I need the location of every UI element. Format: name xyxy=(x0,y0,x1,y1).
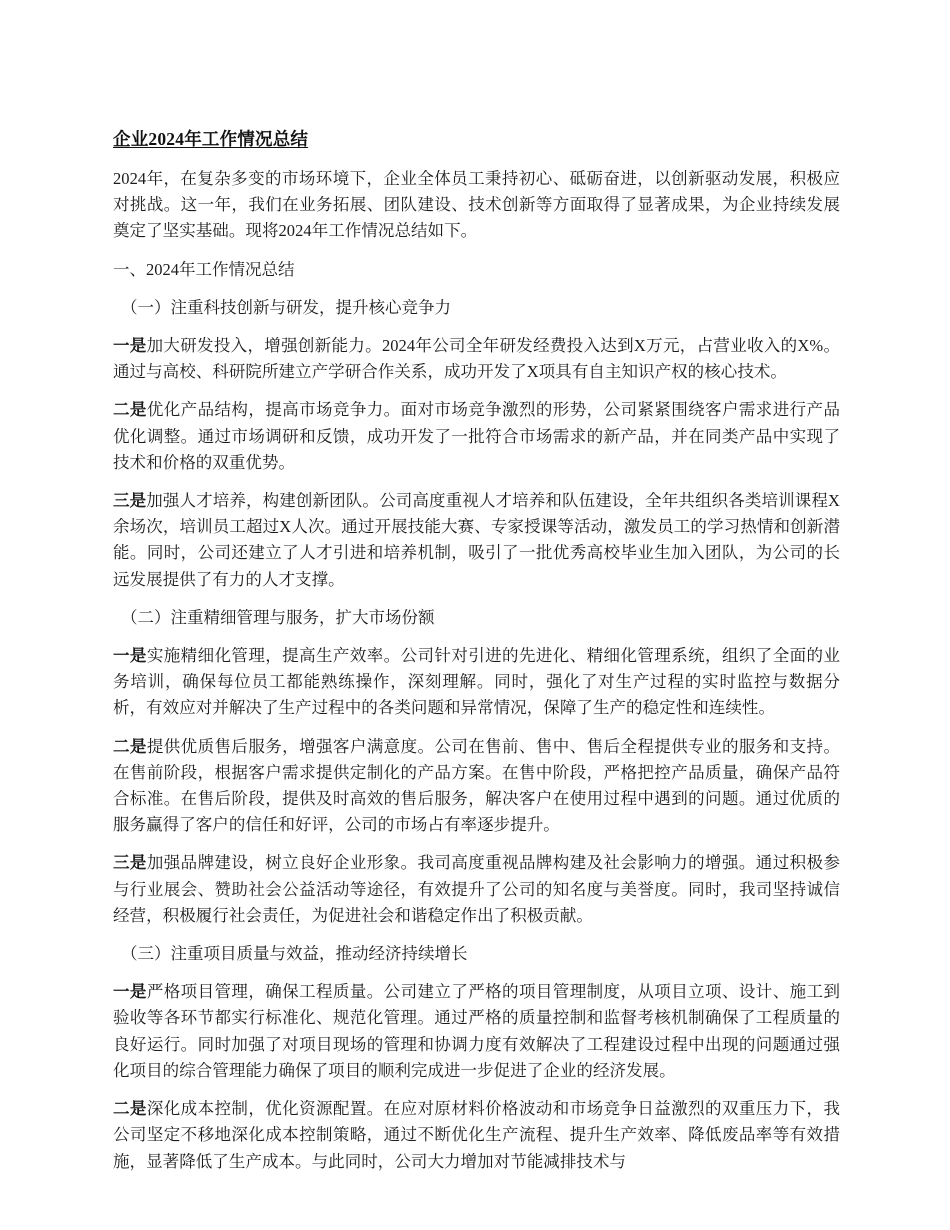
section-heading-1: 一、2024年工作情况总结 xyxy=(113,259,295,279)
document-body xyxy=(113,166,840,1175)
paragraph-lead: 二是 xyxy=(113,736,147,756)
paragraph-text: 提供优质售后服务，增强客户满意度。公司在售前、售中、售后全程提供专业的服务和支持。在售前阶段，根据客户需求提供定制化的产品方案。在售中阶段，严格把控产品质量，确保产品符合标准。在售后阶段，提供及时高效的售后服务，解决客户在使用过程中遇到的问题。通过优质的服务赢得了客户的信任和好评，公司的市场占有率逐步提升。 xyxy=(113,736,840,835)
point-paragraph-1-3 xyxy=(113,488,840,593)
subsection-heading-1: （一）注重科技创新与研发，提升核心竞争力 xyxy=(121,297,451,317)
paragraph-text: 加强品牌建设，树立良好企业形象。我司高度重视品牌构建及社会影响力的增强。通过积极参与行业展会、赞助社会公益活动等途径，有效提升了公司的知名度与美誉度。同时，我司坚持诚信经营，积极履行社会责任，为促进社会和谐稳定作出了积极贡献。 xyxy=(113,853,840,925)
paragraph-lead: 一是 xyxy=(113,646,147,666)
point-paragraph-3-1 xyxy=(113,979,840,1084)
paragraph-text: 实施精细化管理，提高生产效率。公司针对引进的先进化、精细化管理系统，组织了全面的业务培训，确保每位员工都能熟练操作，深刻理解。同时，强化了对生产过程的实时监控与数据分析，有效应对并解决了生产过程中的各类问题和异常情况，保障了生产的稳定性和连续性。 xyxy=(113,646,840,718)
point-paragraph-1-1 xyxy=(113,333,840,385)
subsection-heading-3: （三）注重项目质量与效益，推动经济持续增长 xyxy=(121,944,468,964)
paragraph-text: 深化成本控制，优化资源配置。在应对原材料价格波动和市场竞争日益激烈的双重压力下，我公司坚定不移地深化成本控制策略，通过不断优化生产流程、提升生产效率、降低废品率等有效措施，显著降低了生产成本。与此同时，公司大力增加对节能减排技术与 xyxy=(113,1099,840,1171)
paragraph-lead: 二是 xyxy=(113,1099,147,1119)
subsection-heading-2: （二）注重精细管理与服务，扩大市场份额 xyxy=(121,607,435,627)
paragraph-lead: 一是 xyxy=(113,982,147,1002)
point-paragraph-3-2 xyxy=(113,1096,840,1175)
paragraph-text: 严格项目管理，确保工程质量。公司建立了严格的项目管理制度，从项目立项、设计、施工到验收等各环节都实行标准化、规范化管理。通过严格的质量控制和监督考核机制确保了工程质量的良好运行。同时加强了对项目现场的管理和协调力度有效解决了工程建设过程中出现的问题通过强化项目的综合管理能力确保了项目的顺利完成进一步促进了企业的经济发展。 xyxy=(113,982,840,1080)
document-content xyxy=(113,126,840,1175)
paragraph-lead: 一是 xyxy=(113,336,147,356)
paragraph-text: 2024年，在复杂多变的市场环境下，企业全体员工秉持初心、砥砺奋进，以创新驱动发展，积极应对挑战。这一年，我们在业务拓展、团队建设、技术创新等方面取得了显著成果，为企业持续发展奠定了坚实基础。现将2024年工作情况总结如下。 xyxy=(113,169,840,241)
paragraph-text: 加大研发投入，增强创新能力。2024年公司全年研发经费投入达到X万元，占营业收入的X%。通过与高校、科研院所建立产学研合作关系，成功开发了X项具有自主知识产权的核心技术。 xyxy=(113,336,840,382)
page-title: 企业2024年工作情况总结 xyxy=(113,129,309,149)
paragraph-lead: 三是 xyxy=(113,491,147,511)
point-paragraph-2-2 xyxy=(113,734,840,839)
point-paragraph-2-1 xyxy=(113,643,840,722)
intro-paragraph xyxy=(113,166,840,245)
paragraph-text: 加强人才培养，构建创新团队。公司高度重视人才培养和队伍建设，全年共组织各类培训课程X余场次，培训员工超过X人次。通过开展技能大赛、专家授课等活动，激发员工的学习热情和创新潜能。同时，公司还建立了人才引进和培养机制，吸引了一批优秀高校毕业生加入团队，为公司的长远发展提供了有力的人才支撑。 xyxy=(113,491,840,589)
paragraph-text: 优化产品结构，提高市场竞争力。面对市场竞争激烈的形势，公司紧紧围绕客户需求进行产品优化调整。通过市场调研和反馈，成功开发了一批符合市场需求的新产品，并在同类产品中实现了技术和价格的双重优势。 xyxy=(113,400,840,472)
point-paragraph-2-3 xyxy=(113,850,840,929)
paragraph-lead: 二是 xyxy=(113,400,147,420)
point-paragraph-1-2 xyxy=(113,397,840,476)
paragraph-lead: 三是 xyxy=(113,853,147,873)
